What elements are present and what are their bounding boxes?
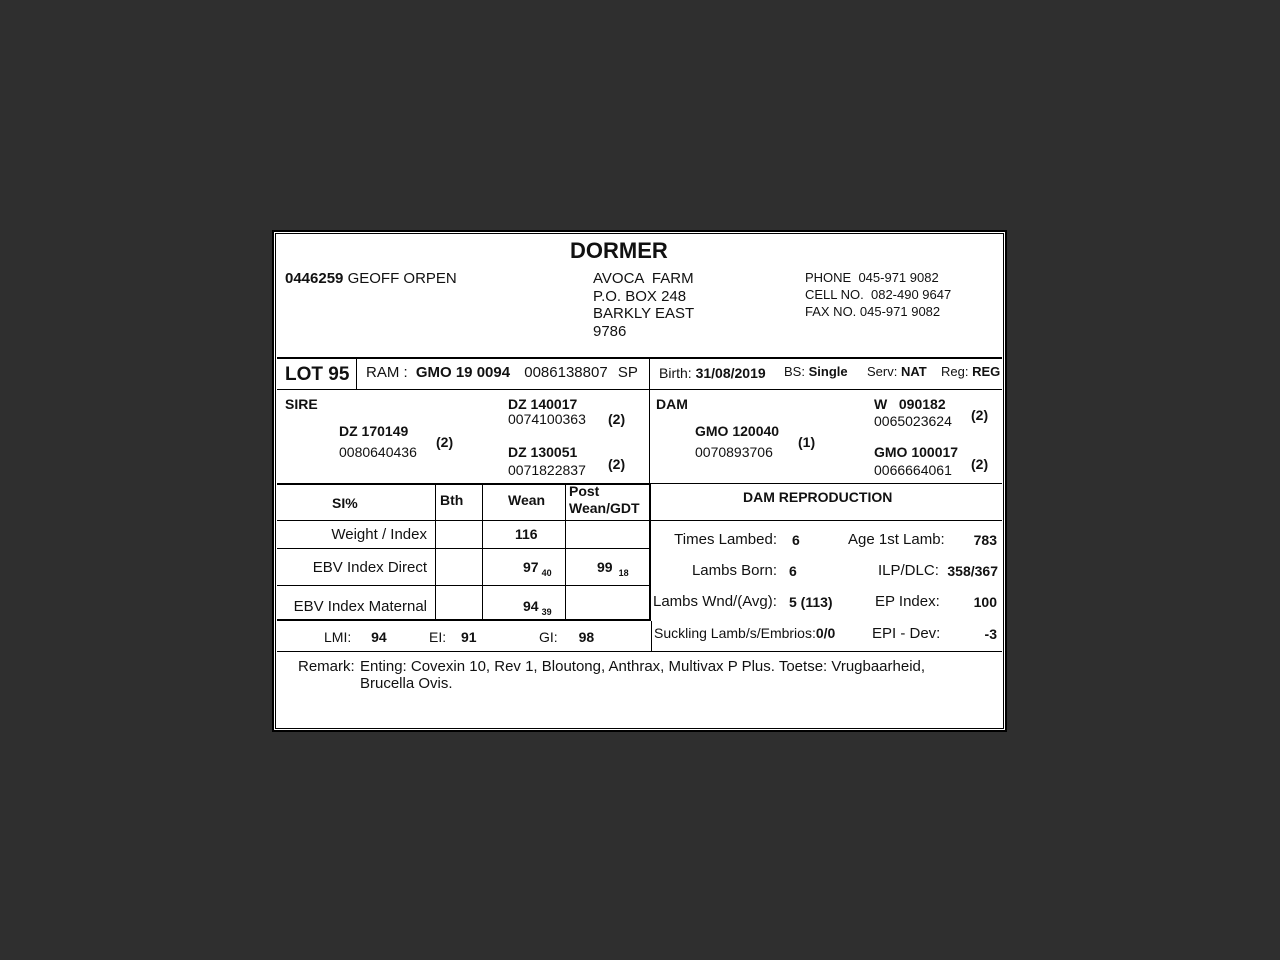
table-header-wean: Wean xyxy=(508,492,546,508)
age-first-lamb-label: Age 1st Lamb: xyxy=(848,531,945,548)
times-lambed-label: Times Lambed: xyxy=(674,531,777,548)
ram-sp: SP xyxy=(617,364,638,381)
sire-dam-reg-no: 0071822837 xyxy=(508,462,586,478)
address-line-2: P.O. BOX 248 xyxy=(593,287,687,305)
table-header-post xyxy=(569,483,640,517)
dam-dam-id: GMO 100017 xyxy=(874,444,959,460)
dam-sire-id: W 090182 xyxy=(874,396,946,412)
ilp-dlc-value: 358/367 xyxy=(947,563,998,579)
divider xyxy=(649,358,650,484)
ep-index-label: EP Index: xyxy=(875,593,940,610)
dam-reproduction-title: DAM REPRODUCTION xyxy=(743,489,893,505)
divider xyxy=(650,483,1002,484)
divider xyxy=(277,357,1002,359)
reg-value: REG xyxy=(972,364,1001,379)
lambs-wnd-value: 5 (113) xyxy=(789,594,833,610)
age-first-lamb-value: 783 xyxy=(973,532,997,548)
lot-card xyxy=(272,230,1007,732)
sire-reg-no: 0080640436 xyxy=(339,444,417,460)
birth-date: 31/08/2019 xyxy=(695,365,766,381)
reg xyxy=(941,364,1000,379)
cell: CELL NO. 082-490 9647 xyxy=(805,287,952,302)
epi-dev-value: -3 xyxy=(984,626,997,642)
reg-label: Reg: xyxy=(941,364,969,379)
table-header-post-line2: Wean/GDT xyxy=(569,500,640,516)
divider xyxy=(356,358,357,389)
contact-block xyxy=(805,269,951,320)
breed-title: DORMER xyxy=(570,238,668,263)
sire-label: SIRE xyxy=(285,396,318,412)
divider xyxy=(277,548,651,549)
owner-id: 0446259 xyxy=(285,270,344,287)
suckling-label: Suckling Lamb/s/Embrios: xyxy=(654,625,816,641)
divider xyxy=(435,484,436,620)
cell-value: 97 xyxy=(523,559,539,575)
divider xyxy=(651,621,652,651)
remark-line-1: Enting: Covexin 10, Rev 1, Bloutong, Anthrax, Multivax P Plus. Toetse: Vrugbaarheid, xyxy=(360,658,926,675)
gi-value: 98 xyxy=(578,629,595,645)
address-line-3: BARKLY EAST xyxy=(593,305,695,322)
ei-value: 91 xyxy=(461,629,477,645)
dam-sire-count: (2) xyxy=(971,407,989,423)
divider xyxy=(277,520,651,521)
suckling xyxy=(654,625,835,641)
sire-sire-count: (2) xyxy=(608,411,626,427)
divider xyxy=(650,520,1002,521)
table-cell-wean xyxy=(523,559,552,578)
dam-dam-reg-no: 0066664061 xyxy=(874,462,952,478)
times-lambed-value: 6 xyxy=(792,532,800,548)
cell-value: 99 xyxy=(597,559,613,575)
gi-label: GI: xyxy=(539,629,558,645)
suckling-value: 0/0 xyxy=(815,625,836,641)
ram-reg-no: 0086138807 xyxy=(524,364,608,381)
birth-label: Birth: xyxy=(659,365,692,381)
ram-id: GMO 19 0094 xyxy=(415,364,511,381)
lmi-value: 94 xyxy=(371,629,387,645)
ei xyxy=(429,629,477,645)
table-cell-post xyxy=(597,559,629,578)
lambs-wnd-label: Lambs Wnd/(Avg): xyxy=(653,593,777,610)
ram-info xyxy=(366,364,638,381)
table-row-label: EBV Index Maternal xyxy=(293,598,427,615)
table-cell-wean: 116 xyxy=(515,526,538,542)
sire-dam-id: DZ 130051 xyxy=(508,444,578,460)
dam-label: DAM xyxy=(656,396,688,412)
table-row-label: Weight / Index xyxy=(331,526,427,543)
owner xyxy=(285,270,457,287)
dam-count: (1) xyxy=(798,434,816,450)
bs-value: Single xyxy=(808,364,848,379)
address-line-4: 9786 xyxy=(593,322,627,340)
sire-count: (2) xyxy=(436,434,454,450)
bs xyxy=(784,364,848,379)
table-row-label: EBV Index Direct xyxy=(312,559,427,576)
epi-dev-label: EPI - Dev: xyxy=(872,625,941,642)
divider xyxy=(565,484,566,620)
dam-dam-count: (2) xyxy=(971,456,989,472)
address-block xyxy=(593,270,694,340)
cell-sub: 18 xyxy=(618,568,629,578)
lambs-born-value: 6 xyxy=(789,563,797,579)
lambs-born-label: Lambs Born: xyxy=(691,562,777,579)
table-header-bth: Bth xyxy=(440,492,464,508)
sire-dam-count: (2) xyxy=(608,456,626,472)
ram-label: RAM : xyxy=(366,364,408,381)
gi xyxy=(539,629,594,645)
table-header-si: SI% xyxy=(332,495,358,511)
divider xyxy=(277,651,1002,652)
owner-name: GEOFF ORPEN xyxy=(347,270,457,287)
address-line-1: AVOCA FARM xyxy=(593,270,694,287)
sire-sire-reg-no: 0074100363 xyxy=(508,411,586,427)
ep-index-value: 100 xyxy=(973,594,997,610)
fax: FAX NO. 045-971 9082 xyxy=(805,304,941,319)
cell-sub: 40 xyxy=(541,568,552,578)
lmi xyxy=(324,629,387,645)
serv xyxy=(867,364,927,379)
serv-value: NAT xyxy=(900,364,927,379)
divider xyxy=(482,484,483,620)
sire-id: DZ 170149 xyxy=(339,423,409,439)
divider xyxy=(277,585,651,586)
divider xyxy=(277,389,1002,390)
serv-label: Serv: xyxy=(867,364,898,379)
divider xyxy=(649,484,651,621)
divider xyxy=(277,619,651,621)
sire-sire-id: DZ 140017 xyxy=(508,396,578,412)
lmi-label: LMI: xyxy=(324,629,352,645)
cell-value: 94 xyxy=(523,598,539,614)
lot-number: LOT 95 xyxy=(285,364,350,385)
phone: PHONE 045-971 9082 xyxy=(805,270,939,285)
ilp-dlc-label: ILP/DLC: xyxy=(878,562,939,579)
remark-line-2: Brucella Ovis. xyxy=(360,675,453,692)
bs-label: BS: xyxy=(784,364,805,379)
table-header-post-line1: Post xyxy=(569,483,600,499)
birth xyxy=(659,365,766,381)
table-cell-wean xyxy=(523,598,552,617)
dam-reg-no: 0070893706 xyxy=(695,444,773,460)
ei-label: EI: xyxy=(429,629,447,645)
dam-sire-reg-no: 0065023624 xyxy=(874,413,952,429)
cell-sub: 39 xyxy=(541,607,552,617)
dam-id: GMO 120040 xyxy=(695,423,780,439)
remark-label: Remark: xyxy=(298,658,355,675)
